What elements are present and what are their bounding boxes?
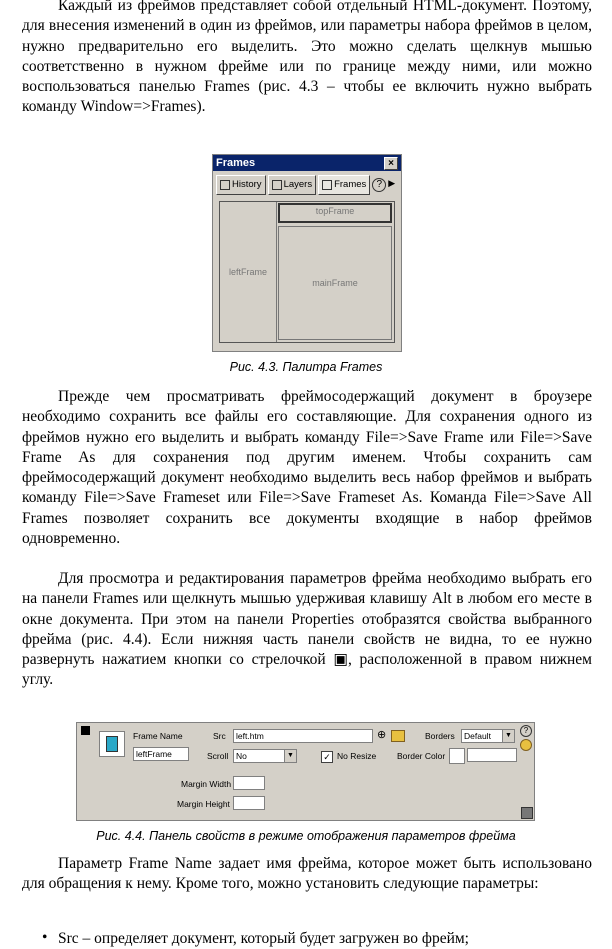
point-to-file-icon[interactable]: ⊕ (377, 729, 387, 741)
expand-arrow-icon[interactable] (521, 807, 533, 819)
close-icon[interactable]: × (384, 157, 398, 170)
layers-icon (272, 180, 282, 190)
margin-height-input[interactable] (233, 796, 265, 810)
history-icon (220, 180, 230, 190)
border-color-input[interactable] (467, 748, 517, 762)
border-color-label: Border Color (397, 751, 446, 761)
paragraph-frame-properties: Для просмотра и редактирования параметров фрейма необходимо выбрать его на панели Frames или щелкнуть мышью удерживая клавишу Alt в любом его месте в окне документа. При этом на панели Properties отобразятся свойства выбранного фрейма (рис. 4.4). Если нижняя часть панели свойств не видна, то ее нужно развернуть нажатием кнопки со стрелочкой ▣, расположенной в правом нижнем углу. (22, 570, 592, 689)
figure-caption-4-3: Рис. 4.3. Палитра Frames (229, 360, 383, 374)
paragraph-saving-frames: Прежде чем просматривать фреймосодержащий документ в броузере необходимо сохранить все файлы его составляющие. Для сохранения одного из фреймов нужно его выделить и выбрать команду File=>Save Frame или File=>Save Frame As для сохранения под другим именем. Чтобы сохранить сам фреймосодержащий документ необходимо выделить весь набор фреймов и выбрать команду File=>Save Frameset или File=>Save Frameset As. Команда File=>Save All Frames позволяет сохранить все документы входящие в набор фреймов одновременно. (22, 388, 592, 548)
margin-width-input[interactable] (233, 776, 265, 790)
border-color-swatch[interactable] (449, 748, 465, 764)
paragraph-frames-intro: Каждый из фреймов представляет собой отдельный HTML-документ. Поэтому, для внесения изменений в один из фреймов, или параметры набора фреймов в целом, нужно предварительно его выделить. Это можно сделать щелкнув мышью соответственно в нужном фрейме или по границе между ними, или можно воспользоваться панелью Frames (рис. 4.3 – чтобы ее включить нужно выбрать команду Window=>Frames). (22, 0, 592, 116)
panel-menu-arrow-icon[interactable]: ▶ (388, 178, 396, 188)
scroll-label: Scroll (207, 751, 229, 761)
frames-palette (212, 154, 402, 352)
help-icon[interactable]: ? (520, 725, 532, 737)
tab-history[interactable]: History (216, 175, 266, 195)
chevron-down-icon: ▼ (284, 750, 296, 762)
edit-icon[interactable] (520, 739, 532, 751)
no-resize-label: No Resize (337, 751, 377, 761)
bullet-marker: • (42, 929, 48, 946)
main-frame-preview[interactable]: mainFrame (278, 226, 392, 340)
scroll-select[interactable]: No ▼ (233, 749, 297, 763)
frames-palette-titlebar (213, 155, 401, 171)
help-icon[interactable]: ? (372, 178, 386, 192)
paragraph-frame-name: Параметр Frame Name задает имя фрейма, которое может быть использовано для обращения к нему. Кроме того, можно установить следующие параметры: (22, 855, 592, 893)
margin-height-label: Margin Height (177, 799, 230, 809)
properties-panel (76, 722, 535, 821)
top-frame-preview[interactable]: topFrame (278, 203, 392, 223)
panel-collapse-icon[interactable] (81, 726, 90, 735)
margin-width-label: Margin Width (181, 779, 232, 789)
frames-icon (322, 180, 332, 190)
frames-preview (219, 201, 395, 343)
left-frame-preview[interactable]: leftFrame (220, 202, 277, 342)
folder-icon[interactable] (391, 730, 405, 742)
frame-name-label: Frame Name (133, 731, 183, 741)
borders-label: Borders (425, 731, 455, 741)
borders-select[interactable]: Default ▼ (461, 729, 515, 743)
tab-layers[interactable]: Layers (268, 175, 317, 195)
src-input[interactable]: left.htm (233, 729, 373, 743)
frame-name-input[interactable]: leftFrame (133, 747, 189, 761)
src-label: Src (213, 731, 226, 741)
frames-palette-title: Frames (216, 157, 256, 169)
no-resize-checkbox[interactable]: ✓ (321, 751, 333, 763)
tab-frames[interactable]: Frames (318, 175, 370, 195)
chevron-down-icon: ▼ (502, 730, 514, 742)
bullet-src: Src – определяет документ, который будет загружен во фрейм; (58, 930, 469, 947)
frames-palette-tabs (216, 175, 398, 195)
figure-caption-4-4: Рис. 4.4. Панель свойств в режиме отображения параметров фрейма (96, 829, 516, 843)
frame-icon (99, 731, 125, 757)
